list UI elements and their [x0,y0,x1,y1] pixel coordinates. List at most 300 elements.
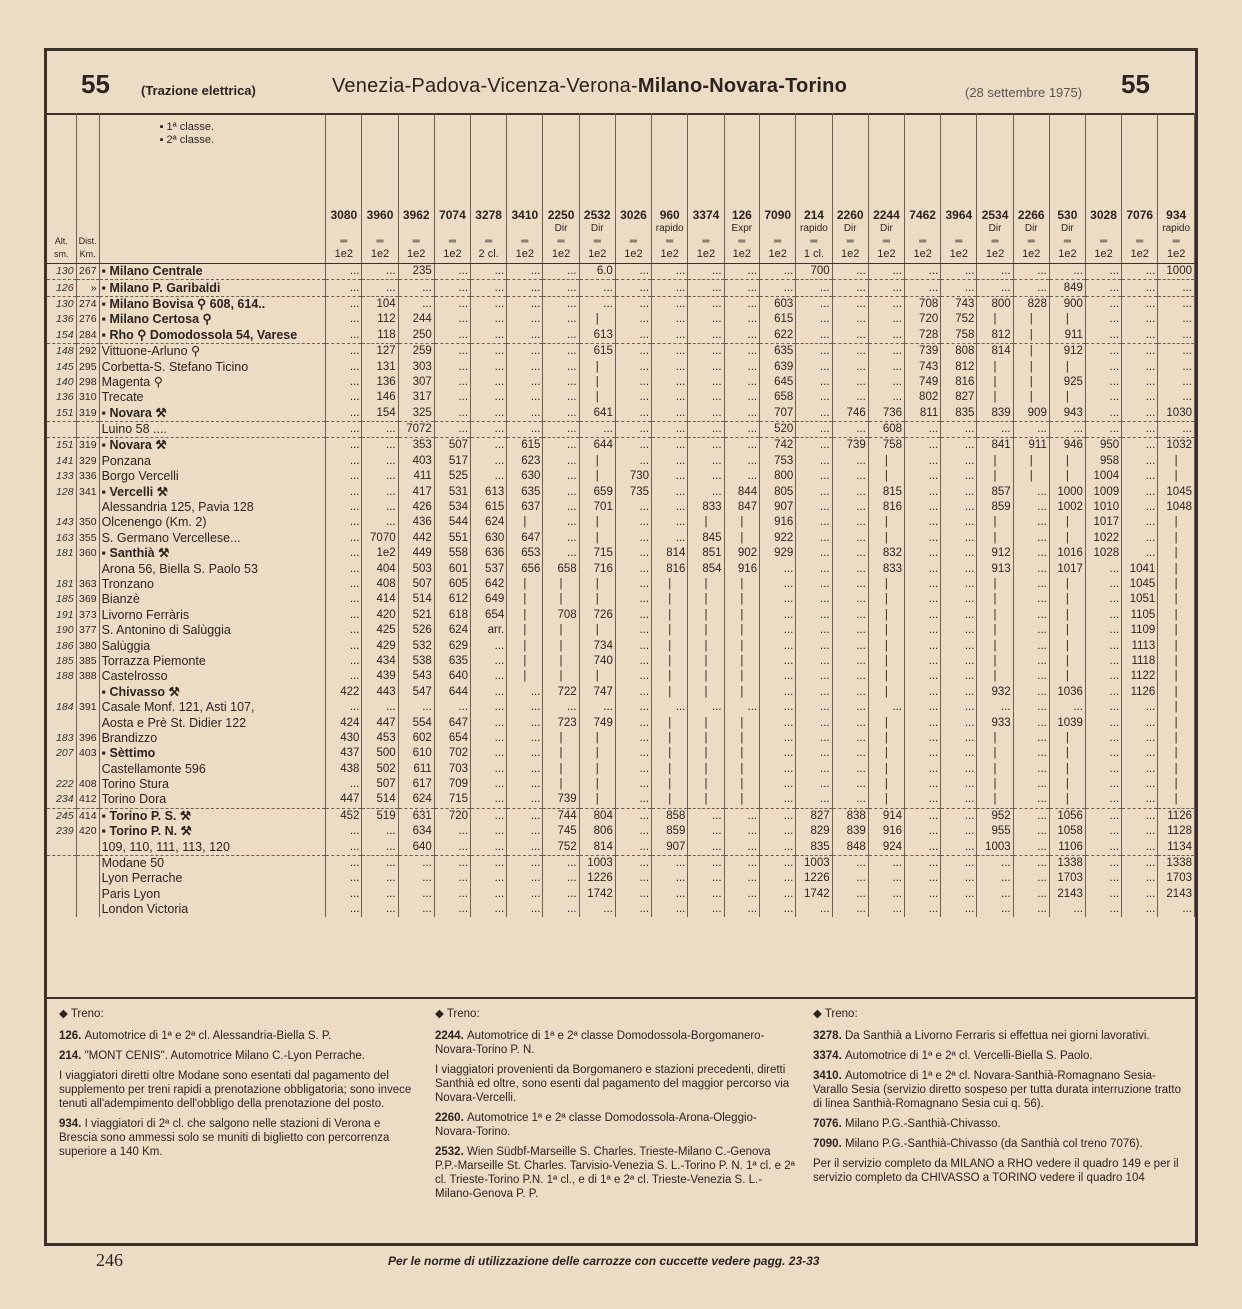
time-cell: ... [796,312,832,327]
time-cell: ... [1013,561,1049,576]
time-cell: ... [905,592,941,607]
time-cell: | [652,715,688,730]
time-cell: ... [1013,421,1049,437]
time-cell: ... [471,715,507,730]
time-cell: ... [1122,746,1158,761]
footnote-item: 2532. Wien Südbf-Marseille S. Charles. Trieste-Milano C.-Genova P.P.-Marseille St. Charles. Tarvisio-Venezia S. L.-Torino P. N. 1ª cl. e 2ª cl. Trieste-Torino P.N. 1ª cl., e di 1ª e 2ª cl. Trieste-Venezia S. L.-Milano-Genova P. P. [435,1146,795,1200]
time-cell: 443 [362,685,398,700]
time-cell: ... [868,264,904,280]
time-cell: ... [326,902,362,917]
time-cell: 612 [434,592,470,607]
train-header-934 [1158,113,1195,264]
time-cell: 924 [868,839,904,855]
time-cell: | [579,746,615,761]
time-cell: | [1049,623,1085,638]
time-cell: ... [615,654,651,669]
station-name: Torino Stura [99,777,326,792]
train-number: 3374 [692,208,720,222]
altitude: 181 [47,546,76,561]
time-cell: ... [615,669,651,684]
time-cell: ... [434,902,470,917]
time-cell: 943 [1049,406,1085,422]
time-cell: ... [905,469,941,484]
time-cell: | [1013,343,1049,359]
time-cell: 752 [543,839,579,855]
time-cell: ... [543,328,579,344]
train-class: 1e2 [660,248,679,260]
time-cell: ... [905,638,941,653]
time-cell: ... [507,777,543,792]
station-name: ▪ Milano Centrale [99,264,326,280]
carriage-icon: ═ [774,236,782,247]
time-cell: ... [1013,638,1049,653]
time-cell: 743 [941,296,977,312]
train-type [328,222,359,235]
timetable-row [47,839,1195,855]
time-cell: 623 [507,454,543,469]
time-cell: ... [760,280,796,296]
time-cell: ... [832,577,868,592]
altitude [47,715,76,730]
time-cell: ... [652,531,688,546]
train-type: rapido [655,223,684,234]
time-cell: | [977,390,1013,405]
time-cell: ... [326,312,362,327]
time-cell: 708 [905,296,941,312]
distance-km: 284 [76,328,99,344]
time-cell: ... [615,264,651,280]
time-cell: | [724,654,760,669]
timetable-row [47,561,1195,576]
time-cell: | [1158,654,1195,669]
time-cell: 933 [977,715,1013,730]
time-cell: ... [832,390,868,405]
time-cell: ... [652,871,688,886]
time-cell: ... [326,546,362,561]
time-cell: ... [471,871,507,886]
time-cell: | [543,669,579,684]
time-cell: 911 [1049,328,1085,344]
timetable-row [47,359,1195,374]
time-cell: | [977,359,1013,374]
distance-km: 373 [76,608,99,623]
station-name: Castellamonte 596 [99,762,326,777]
time-cell: ... [1158,390,1195,405]
distance-km: 412 [76,792,99,808]
timetable-row [47,390,1195,405]
time-cell: ... [796,638,832,653]
station-name: ▪ Sèttimo [99,746,326,761]
time-cell: arr. [471,623,507,638]
time-cell: ... [434,855,470,871]
altitude: 130 [47,264,76,280]
time-cell: ... [434,296,470,312]
time-cell: 654 [471,608,507,623]
time-cell: ... [688,438,724,454]
timetable-row [47,469,1195,484]
distance-km: 355 [76,531,99,546]
time-cell: ... [326,328,362,344]
altitude: 185 [47,654,76,669]
time-cell: ... [1085,359,1121,374]
time-cell: ... [434,887,470,902]
time-cell: 1032 [1158,438,1195,454]
time-cell: ... [905,887,941,902]
time-cell: 615 [507,438,543,454]
time-cell: ... [832,328,868,344]
time-cell: 858 [652,808,688,824]
time-cell: | [652,777,688,792]
time-cell: | [688,592,724,607]
time-cell: ... [941,700,977,715]
time-cell: 950 [1085,438,1121,454]
time-cell: | [977,746,1013,761]
footnotes-col-3 [813,1007,1187,1191]
time-cell: ... [652,406,688,422]
time-cell: 424 [326,715,362,730]
time-cell: 1039 [1049,715,1085,730]
timetable-row [47,375,1195,390]
train-class: 1e2 [1130,248,1149,260]
time-cell: ... [941,500,977,515]
train-number: 530 [1057,208,1078,222]
time-cell: 1003 [579,855,615,871]
altitude [47,500,76,515]
time-cell: | [724,715,760,730]
time-cell: ... [1013,531,1049,546]
time-cell: ... [760,577,796,592]
time-cell: ... [543,546,579,561]
time-cell: | [507,654,543,669]
time-cell: ... [1085,577,1121,592]
time-cell: ... [326,592,362,607]
footnote-item: 3410. Automotrice di 1ª e 2ª cl. Novara-Santhià-Romagnano Sesia-Varallo Sesia (servizio diretto sospeso per tutta durata interruzione tratto di linea Santhià-Romagnano Sesia cui q. 56). [813,1070,1181,1110]
time-cell: 1742 [579,887,615,902]
station-name: Bianzè [99,592,326,607]
altitude: 185 [47,592,76,607]
train-number: 2244 [873,208,900,222]
distance-km [76,715,99,730]
time-cell: 610 [398,746,434,761]
time-cell: 622 [760,328,796,344]
train-class: 1e2 [370,248,390,260]
time-cell: 1e2 [362,546,398,561]
time-cell: | [507,669,543,684]
time-cell: | [579,312,615,327]
time-cell: 739 [905,343,941,359]
train-class: 1e2 [407,248,426,260]
time-cell: ... [507,264,543,280]
time-cell: ... [868,312,904,327]
time-cell: | [688,654,724,669]
time-cell: | [1049,592,1085,607]
train-header-3278 [471,113,507,264]
time-cell: | [1158,592,1195,607]
timetable-row [47,700,1195,715]
time-cell: ... [1013,546,1049,561]
time-cell: ... [434,375,470,390]
time-cell: ... [760,792,796,808]
station-name: ▪ Chivasso ⚒ [99,685,326,700]
time-cell: ... [615,343,651,359]
time-cell: | [1049,577,1085,592]
time-cell: ... [905,546,941,561]
time-cell: ... [941,531,977,546]
time-cell: 815 [868,484,904,499]
time-cell: ... [724,296,760,312]
time-cell: 453 [362,731,398,746]
timetable-row [47,669,1195,684]
time-cell: 922 [760,531,796,546]
time-cell: ... [615,762,651,777]
train-number: 2532 [583,208,611,222]
time-cell: ... [1085,762,1121,777]
time-cell: 849 [1049,280,1085,296]
altitude: 151 [47,406,76,422]
time-cell: 1134 [1158,839,1195,855]
station-name: Corbetta-S. Stefano Ticino [99,359,326,374]
time-cell: 739 [543,792,579,808]
time-cell: ... [688,887,724,902]
time-cell: ... [615,546,651,561]
time-cell: | [1049,312,1085,327]
time-cell: 447 [326,792,362,808]
time-cell: 816 [652,561,688,576]
time-cell: ... [724,312,760,327]
time-cell: ... [1122,792,1158,808]
time-cell: 603 [760,296,796,312]
time-cell: ... [977,280,1013,296]
time-cell: ... [868,887,904,902]
time-cell: 642 [471,577,507,592]
table-number-right: 55 [1121,69,1150,99]
time-cell: ... [868,328,904,344]
time-cell: ... [507,343,543,359]
time-cell: ... [760,777,796,792]
time-cell: 735 [615,484,651,499]
train-number: 3410 [511,208,539,222]
time-cell: ... [1085,777,1121,792]
time-cell: 902 [724,546,760,561]
time-cell: ... [615,515,651,530]
distance-km: 350 [76,515,99,530]
time-cell: ... [362,855,398,871]
train-type [762,222,793,235]
time-cell: ... [434,312,470,327]
carriage-icon: ═ [1099,236,1108,247]
train-header-3374 [688,113,724,264]
time-cell: ... [905,855,941,871]
time-cell: 1010 [1085,500,1121,515]
distance-km: 319 [76,406,99,422]
time-cell: ... [543,454,579,469]
time-cell: 653 [507,546,543,561]
distance-km: 369 [76,592,99,607]
time-cell: ... [652,264,688,280]
time-cell: 811 [905,406,941,422]
time-cell: ... [905,731,941,746]
time-cell: ... [398,871,434,886]
time-cell: 857 [977,484,1013,499]
time-cell: ... [724,421,760,437]
altitude [47,855,76,871]
time-cell: ... [796,500,832,515]
time-cell: 1105 [1122,608,1158,623]
time-cell: 624 [398,792,434,808]
station-name: Vittuone-Arluno ⚲ [99,343,326,359]
time-cell: 907 [760,500,796,515]
time-cell: 900 [1049,296,1085,312]
time-cell: ... [1122,808,1158,824]
time-cell: ... [543,264,579,280]
time-cell: ... [905,762,941,777]
train-header-3964 [941,113,977,264]
time-cell: ... [507,887,543,902]
time-cell: | [507,515,543,530]
time-cell: ... [724,871,760,886]
timetable-row [47,484,1195,499]
station-name: Lyon Perrache [99,871,326,886]
time-cell: ... [543,438,579,454]
time-cell: ... [543,469,579,484]
footnotes-col-2 [435,1007,795,1207]
time-cell: | [868,592,904,607]
time-cell: ... [688,406,724,422]
time-cell: 644 [434,685,470,700]
time-cell: 303 [398,359,434,374]
time-cell: | [724,685,760,700]
train-type: Dir [843,223,857,234]
station-name: Arona 56, Biella S. Paolo 53 [99,561,326,576]
altitude: 133 [47,469,76,484]
station-name: Ponzana [99,454,326,469]
time-cell: ... [905,654,941,669]
time-cell: 519 [362,808,398,824]
time-cell: | [688,777,724,792]
time-cell: ... [832,792,868,808]
distance-km: 363 [76,577,99,592]
time-cell: | [579,454,615,469]
timetable-row [47,777,1195,792]
time-cell: ... [652,375,688,390]
time-cell: | [543,731,579,746]
time-cell: ... [796,715,832,730]
time-cell: 514 [362,792,398,808]
time-cell: ... [868,296,904,312]
time-cell: ... [832,359,868,374]
time-cell: ... [615,312,651,327]
time-cell: 507 [398,577,434,592]
time-cell: | [1158,623,1195,638]
time-cell: 1113 [1122,638,1158,653]
page-number: 246 [96,1250,123,1270]
time-cell: 816 [868,500,904,515]
time-cell: ... [1122,855,1158,871]
timetable-row [47,808,1195,824]
timetable-row [47,871,1195,886]
time-cell: | [868,654,904,669]
time-cell: | [977,469,1013,484]
time-cell: ... [1013,887,1049,902]
time-cell: 640 [398,839,434,855]
time-cell: | [652,792,688,808]
time-cell: ... [471,280,507,296]
time-cell: ... [796,531,832,546]
altitude [47,561,76,576]
time-cell: ... [796,685,832,700]
time-cell: ... [796,762,832,777]
carriage-icon: ═ [666,236,674,247]
time-cell: | [652,592,688,607]
station-name: Casale Monf. 121, Asti 107, [99,700,326,715]
time-cell: ... [832,421,868,437]
time-cell: ... [1013,685,1049,700]
time-cell: 615 [579,343,615,359]
time-cell: 816 [941,375,977,390]
route-title: Venezia-Padova-Vicenza-Verona-Milano-Novara-Torino [332,75,848,97]
timetable-row [47,264,1195,280]
time-cell: ... [543,312,579,327]
time-cell: ... [724,839,760,855]
time-cell: ... [615,438,651,454]
time-cell: ... [652,500,688,515]
timetable-row [47,312,1195,327]
time-cell: | [579,390,615,405]
time-cell: ... [543,359,579,374]
time-cell: ... [471,792,507,808]
time-cell: | [977,762,1013,777]
time-cell: ... [905,839,941,855]
time-cell: 1003 [796,855,832,871]
time-cell: ... [760,638,796,653]
time-cell: ... [543,406,579,422]
time-cell: 958 [1085,454,1121,469]
footnote-item: 3374. Automotrice di 1ª e 2ª cl. Vercelli-Biella S. Paolo. [813,1050,1093,1062]
time-cell: ... [507,328,543,344]
time-cell: ... [1122,531,1158,546]
train-class: 1e2 [1094,248,1113,260]
time-cell: | [868,762,904,777]
time-cell: 647 [507,531,543,546]
time-cell: 742 [760,438,796,454]
time-cell: ... [543,296,579,312]
time-cell: 1128 [1158,824,1195,839]
time-cell: ... [760,902,796,917]
altitude: 190 [47,623,76,638]
altitude: 126 [47,280,76,296]
time-cell: 414 [362,592,398,607]
train-number: 960 [659,208,680,222]
time-cell: 244 [398,312,434,327]
carriage-icon: ═ [521,236,529,247]
time-cell: 955 [977,824,1013,839]
time-cell: ... [615,359,651,374]
time-cell: 720 [905,312,941,327]
time-cell: ... [1013,824,1049,839]
train-number: 3962 [402,208,430,222]
time-cell: | [977,577,1013,592]
station-name: Luino 58 .... [99,421,326,437]
train-number: 3080 [330,208,358,222]
time-cell: | [543,577,579,592]
altitude: 234 [47,792,76,808]
time-cell: 1041 [1122,561,1158,576]
time-cell: ... [796,280,832,296]
time-cell: 429 [362,638,398,653]
time-cell: ... [796,623,832,638]
time-cell: | [688,638,724,653]
time-cell: ... [724,808,760,824]
